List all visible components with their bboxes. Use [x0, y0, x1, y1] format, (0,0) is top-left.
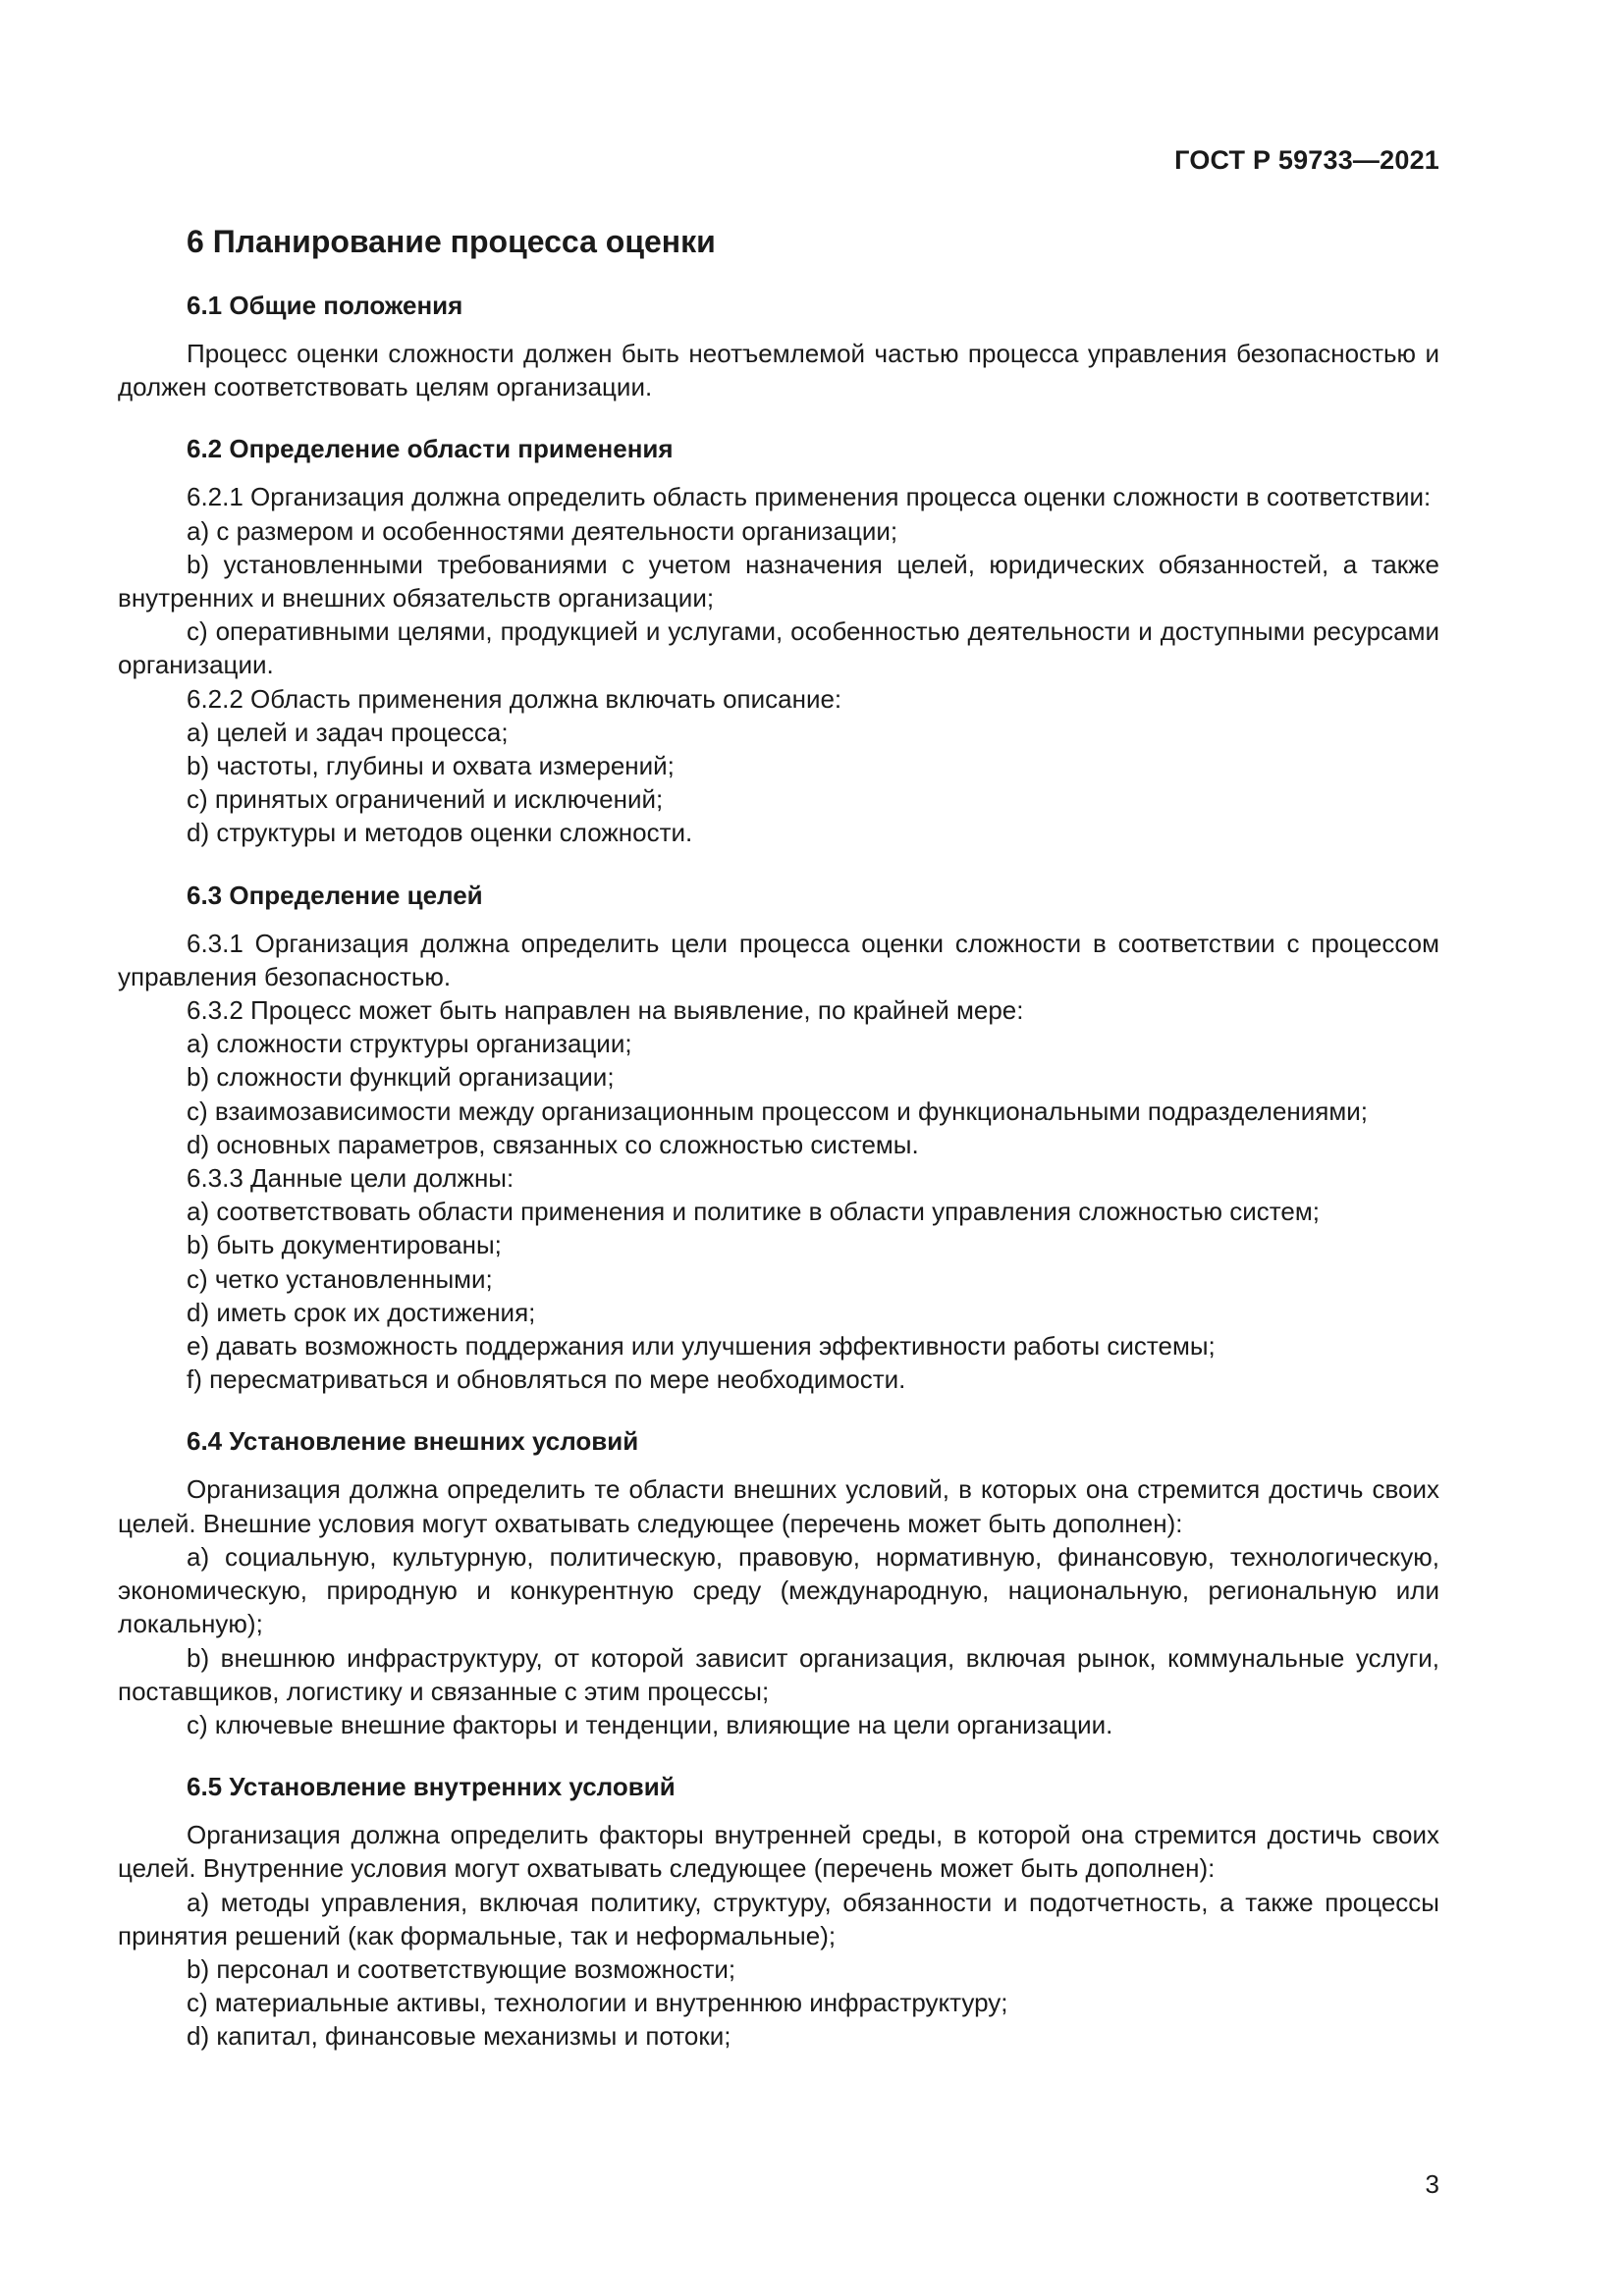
list-item: d) иметь срок их достижения;: [187, 1297, 536, 1327]
list-item: b) внешнюю инфраструктуру, от которой зависит организация, включая рынок, коммунальные услуги, поставщиков, логистику и связанные с этим процессы;: [118, 1642, 1439, 1706]
section-6-3-title: 6.3 Определение целей: [187, 880, 483, 910]
section-6-title: 6 Планирование процесса оценки: [187, 224, 716, 259]
section-6-2-title: 6.2 Определение области применения: [187, 434, 674, 464]
list-item: d) капитал, финансовые механизмы и потоки;: [187, 2021, 731, 2052]
clause-6-3-1: 6.3.1 Организация должна определить цели процесса оценки сложности в соответствии с процессом управления безопасностью.: [118, 928, 1439, 991]
clause-6-2-2: 6.2.2 Область применения должна включать описание:: [187, 683, 842, 714]
list-item: c) оперативными целями, продукцией и услугами, особенностью деятельности и доступными ресурсами организации.: [118, 616, 1439, 680]
list-item: c) принятых ограничений и исключений;: [187, 784, 664, 815]
list-item: d) структуры и методов оценки сложности.: [187, 818, 693, 848]
list-item: a) с размером и особенностями деятельности организации;: [187, 515, 898, 546]
page-number: 3: [1425, 2169, 1439, 2199]
list-item: d) основных параметров, связанных со сложностью системы.: [187, 1129, 919, 1159]
clause-6-3-2: 6.3.2 Процесс может быть направлен на выявление, по крайней мере:: [187, 995, 1024, 1026]
list-item: a) целей и задач процесса;: [187, 717, 509, 747]
list-item: b) персонал и соответствующие возможности;: [187, 1953, 736, 1984]
list-item: c) четко установленными;: [187, 1263, 493, 1294]
list-item: c) взаимозависимости между организационным процессом и функциональными подразделениями;: [187, 1095, 1369, 1126]
list-item: f) пересматриваться и обновляться по мере необходимости.: [187, 1364, 906, 1395]
list-item: b) частоты, глубины и охвата измерений;: [187, 751, 675, 781]
clause-6-3-3: 6.3.3 Данные цели должны:: [187, 1163, 514, 1194]
section-6-4-paragraph: Организация должна определить те области внешних условий, в которых она стремится достичь своих целей. Внешние условия могут охватывать следующее (перечень может быть дополнен):: [118, 1474, 1439, 1538]
list-item: b) быть документированы;: [187, 1230, 502, 1260]
section-6-1-title: 6.1 Общие положения: [187, 291, 463, 320]
list-item: c) ключевые внешние факторы и тенденции, влияющие на цели организации.: [187, 1709, 1113, 1739]
list-item: a) соответствовать области применения и политике в области управления сложностью систем;: [187, 1197, 1320, 1227]
list-item: a) социальную, культурную, политическую, правовую, нормативную, финансовую, технологическую, экономическую, природную и конкурентную среду (международную, национальную, региональную или локальную);: [118, 1541, 1439, 1639]
section-6-4-title: 6.4 Установление внешних условий: [187, 1426, 639, 1457]
list-item: b) установленными требованиями с учетом назначения целей, юридических обязанностей, а также внутренних и внешних обязательств организации;: [118, 549, 1439, 614]
list-item: c) материальные активы, технологии и внутреннюю инфраструктуру;: [187, 1988, 1008, 2018]
document-code: ГОСТ Р 59733—2021: [1174, 145, 1439, 175]
clause-6-2-1: 6.2.1 Организация должна определить область применения процесса оценки сложности в соответствии:: [187, 482, 1432, 512]
section-6-5-title: 6.5 Установление внутренних условий: [187, 1772, 676, 1802]
list-item: b) сложности функций организации;: [187, 1062, 615, 1093]
section-6-5-paragraph: Организация должна определить факторы внутренней среды, в которой она стремится достичь своих целей. Внутренние условия могут охватывать следующее (перечень может быть дополнен):: [118, 1820, 1439, 1884]
list-item: a) сложности структуры организации;: [187, 1029, 632, 1059]
section-6-1-paragraph: Процесс оценки сложности должен быть неотъемлемой частью процесса управления безопасностью и должен соответствовать целям организации.: [118, 339, 1439, 402]
list-item: a) методы управления, включая политику, структуру, обязанности и подотчетность, а также процессы принятия решений (как формальные, так и неформальные);: [118, 1887, 1439, 1950]
page-content: [118, 224, 1439, 2054]
list-item: e) давать возможность поддержания или улучшения эффективности работы системы;: [187, 1331, 1216, 1362]
